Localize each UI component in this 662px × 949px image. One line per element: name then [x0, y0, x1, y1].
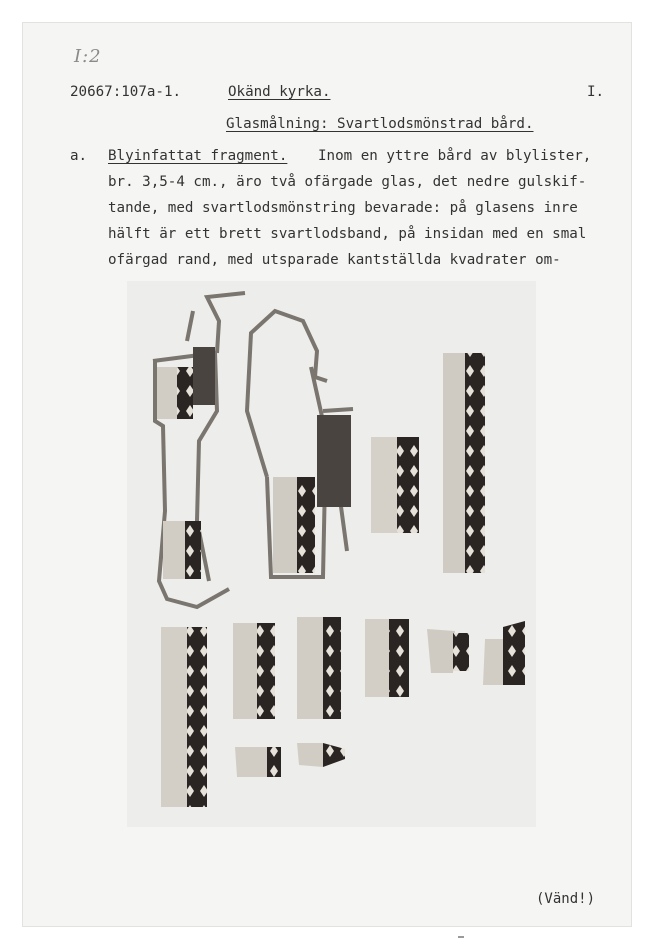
glass-piece [297, 617, 323, 719]
band-piece [453, 633, 469, 671]
band-piece [185, 521, 201, 579]
handwritten-note: I:2 [74, 46, 102, 67]
entry-text-line-1: Inom en yttre bård av blylister, [318, 148, 592, 164]
lead-panel [193, 347, 215, 405]
glass-piece [161, 627, 187, 807]
turn-over-note: (Vänd!) [536, 891, 596, 907]
band-piece [257, 623, 275, 719]
entry-title: Blyinfattat fragment. [108, 148, 288, 164]
subject-heading: Glasmålning: Svartlodsmönstrad bård. [226, 116, 534, 132]
band-piece [187, 627, 207, 807]
entry-text-line-5: ofärgad rand, med utsparade kantställda kvadrater om- [108, 252, 561, 268]
glass-piece [371, 437, 397, 533]
band-piece [323, 617, 341, 719]
glass-piece [235, 747, 267, 777]
glass-piece [163, 521, 185, 579]
entry-text-line-3: tande, med svartlodsmönstring bevarade: på glasens inre [108, 200, 578, 216]
entry-marker: a. [70, 148, 88, 164]
lead-panel [317, 415, 351, 507]
glass-piece [427, 629, 455, 673]
band-piece [297, 477, 315, 573]
fragments-photo [127, 281, 536, 827]
entry-text-line-4: hälft är ett brett svartlodsband, på insidan med en smal [108, 226, 587, 242]
glass-piece [483, 639, 503, 685]
band-piece [397, 437, 419, 533]
paper-speck [458, 936, 464, 938]
glass-piece [365, 619, 389, 697]
entry-text-line-2: br. 3,5-4 cm., äro två ofärgade glas, det nedre gulskif- [108, 174, 587, 190]
band-piece [177, 367, 193, 419]
volume-number: I. [587, 84, 605, 100]
glass-piece [273, 477, 297, 573]
band-piece [267, 747, 281, 777]
catalog-number: 20667:107a-1. [70, 84, 182, 100]
band-piece [503, 621, 525, 685]
band-piece [465, 353, 485, 573]
church-name: Okänd kyrka. [228, 84, 331, 100]
glass-piece [297, 743, 323, 767]
fragments-illustration [127, 281, 536, 827]
glass-piece [157, 367, 177, 419]
band-piece [323, 743, 345, 767]
band-piece [389, 619, 409, 697]
glass-piece [233, 623, 257, 719]
glass-piece [443, 353, 465, 573]
